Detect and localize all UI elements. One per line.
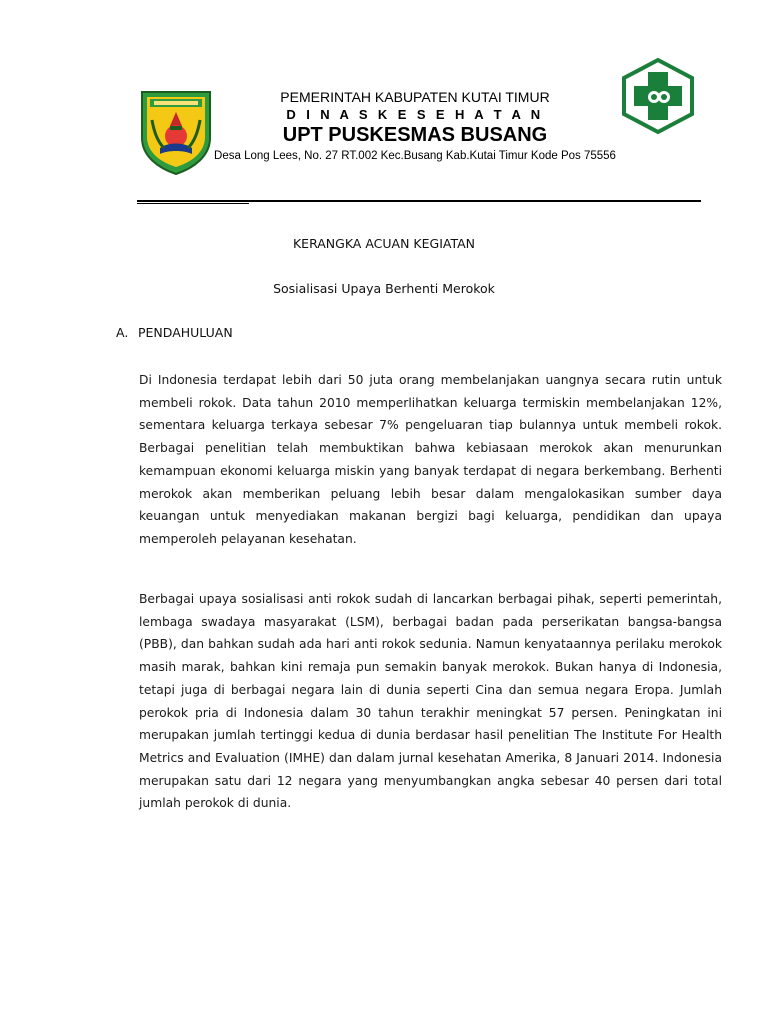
header-address: Desa Long Lees, No. 27 RT.002 Kec.Busang Kab.Kutai Timur Kode Pos 75556 [214,150,616,162]
letterhead-rule [137,200,701,202]
header-agency-line: D I N A S K E S E H A T A N [286,107,544,122]
document-title: KERANGKA ACUAN KEGIATAN [292,236,476,251]
document-subtitle: Sosialisasi Upaya Berhenti Merokok [273,281,495,296]
header-government-line: PEMERINTAH KABUPATEN KUTAI TIMUR [280,89,550,105]
puskesmas-cross-icon [620,58,696,134]
letterhead-rule-accent [137,203,249,204]
paragraph-2: Berbagai upaya sosialisasi anti rokok sudah di lancarkan berbagai pihak, seperti pemerintah, lembaga swadaya masyarakat (LSM), berbagai badan pada perserikatan bangsa-bangsa (PBB), dan bahkan sudah ada hari anti rokok sedunia. Namun kenyataannya perilaku merokok masih marak, bahkan kini remaja pun semakin banyak merokok. Bukan hanya di Indonesia, tetapi juga di berbagai negara lain di dunia seperti Cina dan semua negara Eropa. Jumlah perokok pria di Indonesia dalam 30 tahun terakhir meningkat 57 persen. Peningkatan ini merupakan jumlah tertinggi kedua di dunia berdasar hasil penelitian The Institute For Health Metrics and Evaluation (IMHE) dan dalam jurnal kesehatan Amerika, 8 Januari 2014. Indonesia merupakan satu dari 12 negara yang menyumbangkan angka sebesar 40 persen dari total jumlah perokok di dunia. [139,592,722,811]
section-letter: A. [116,325,129,340]
header-institution-name: UPT PUSKESMAS BUSANG [282,124,548,146]
section-heading [116,325,233,340]
paragraph-1: Di Indonesia terdapat lebih dari 50 juta orang membelanjakan uangnya secara rutin untuk membeli rokok. Data tahun 2010 memperlihatkan keluarga termiskin membelanjakan 12%, sementara keluarga terkaya sebesar 7% pengeluaran tiap bulannya untuk membeli rokok. Berbagai penelitian telah membuktikan bahwa kebiasaan merokok akan menurunkan kemampuan ekonomi keluarga miskin yang banyak terdapat di negara berkembang. Berhenti merokok akan memberikan peluang lebih besar dalam mengalokasikan sumber daya keuangan untuk menyediakan makanan bergizi bagi keluarga, pendidikan dan upaya memperoleh pelayanan kesehatan. [139,373,722,546]
section-title: PENDAHULUAN [138,325,233,340]
